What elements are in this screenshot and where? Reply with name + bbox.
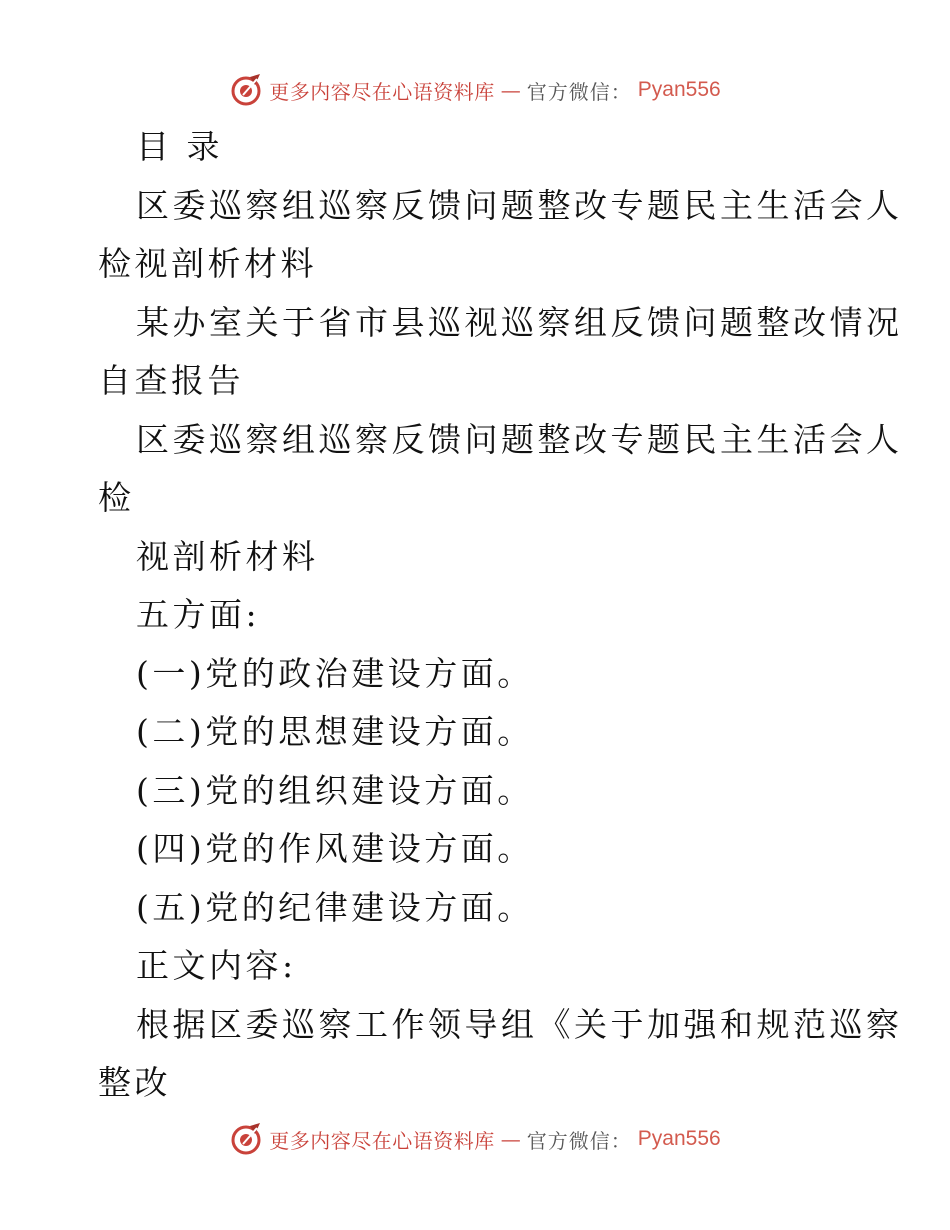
banner-main-text: 更多内容尽在心语资料库 [269,79,495,104]
body-paragraph-line-1: 根据区委巡察工作领导组《关于加强和规范巡察 [136,1004,903,1044]
banner-dash: — [500,78,521,102]
document-body [98,118,903,1113]
banner-main-text: 更多内容尽在心语资料库 [269,1128,495,1153]
banner-wechat-label: 官方微信： [526,79,632,104]
quill-pen-logo-icon [229,1122,263,1156]
aspect-item-5: (五)党的纪律建设方面。 [136,887,534,927]
section-title-line-1: 区委巡察组巡察反馈问题整改专题民主生活会人 [136,419,903,459]
body-paragraph-line-2: 整改 [98,1063,171,1102]
aspect-item-4: (四)党的作风建设方面。 [136,829,534,868]
five-aspects-heading: 五方面: [136,595,261,634]
quill-pen-logo-icon [229,73,263,107]
toc-item-2-line-2: 自查报告 [98,361,244,400]
aspect-item-2: (二)党的思想建设方面。 [136,712,534,751]
banner-dash: — [500,1127,521,1151]
aspect-item-3: (三)党的组织建设方面。 [136,770,534,810]
body-heading: 正文内容: [136,946,297,985]
banner-wechat-id: Pyan556 [637,1127,721,1150]
toc-item-1-line-2: 检视剖析材料 [98,244,317,283]
footer-banner [0,1119,950,1159]
toc-item-2-line-1: 某办室关于省市县巡视巡察组反馈问题整改情况 [136,302,903,342]
section-title-line-3: 视剖析材料 [136,536,319,576]
section-title-line-2: 检 [98,478,135,517]
banner-wechat-label: 官方微信： [526,1128,632,1153]
banner-wechat-id: Pyan556 [637,78,721,101]
header-banner [0,70,950,110]
toc-heading: 目 录 [136,127,223,166]
toc-item-1-line-1: 区委巡察组巡察反馈问题整改专题民主生活会人 [136,185,903,225]
aspect-item-1: (一)党的政治建设方面。 [136,653,534,693]
